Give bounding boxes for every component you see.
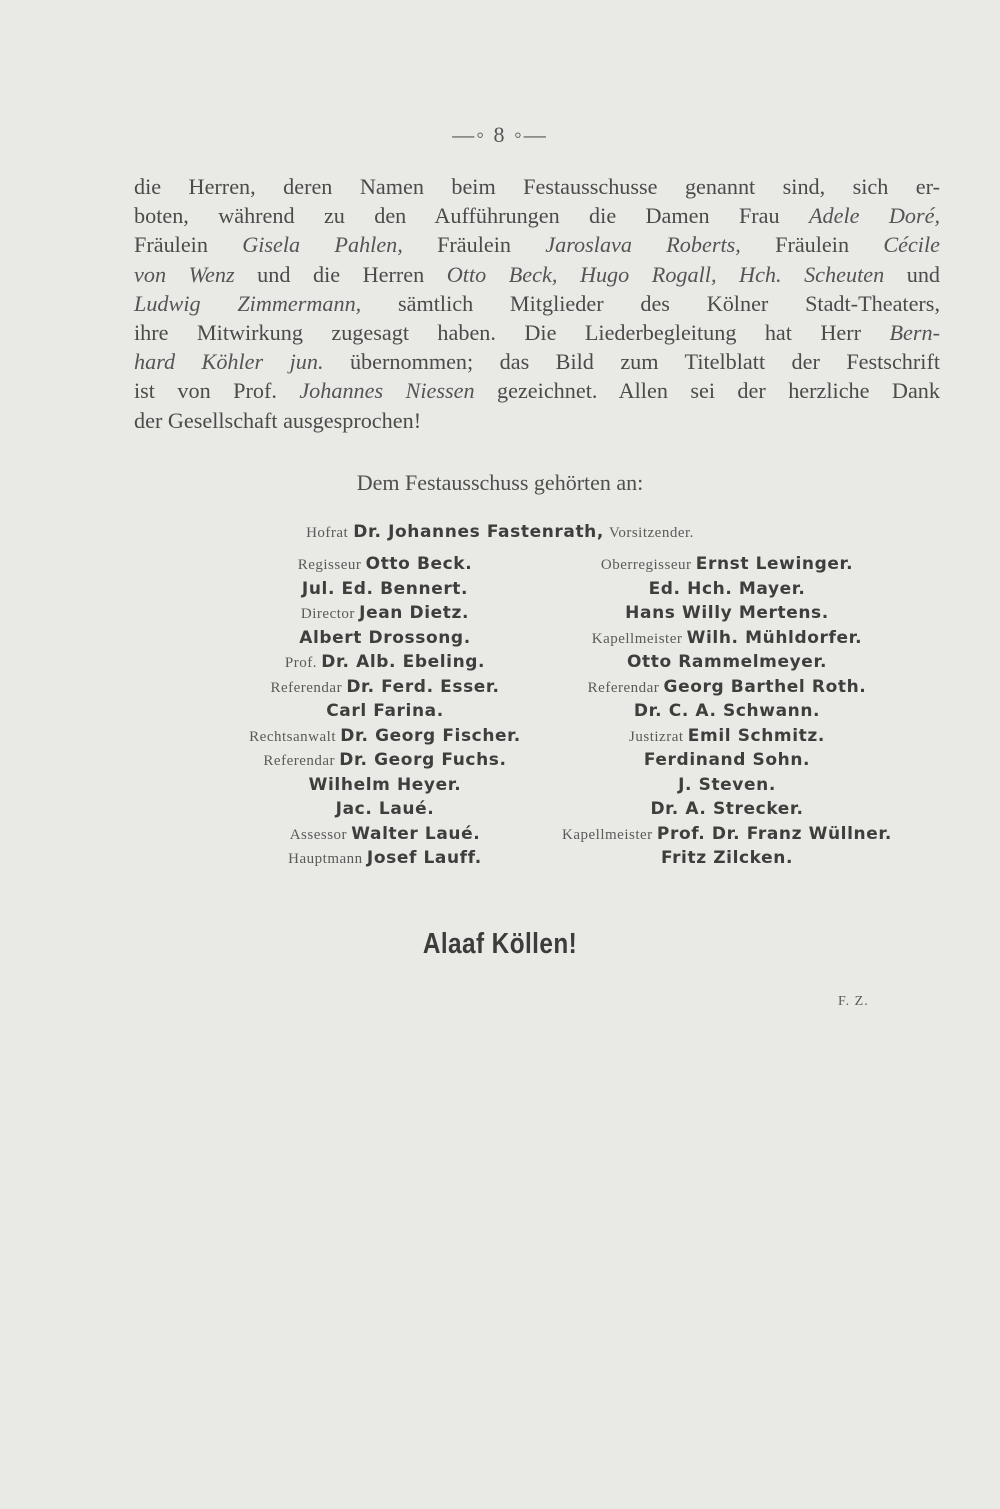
member-entry bbox=[527, 626, 927, 651]
member-entry bbox=[185, 675, 585, 700]
paragraph-line bbox=[134, 347, 940, 376]
member-title: Kapellmeister bbox=[591, 630, 687, 647]
member-entry bbox=[185, 601, 585, 626]
member-name: Jul. Ed. Bennert. bbox=[301, 578, 469, 599]
member-name: Dr. Georg Fischer. bbox=[340, 725, 521, 746]
member-name: Ferdinand Sohn. bbox=[643, 750, 811, 770]
member-title: Referendar bbox=[587, 679, 664, 696]
member-entry bbox=[527, 773, 927, 798]
member-title: Kapellmeister bbox=[562, 826, 657, 843]
member-name: J. Steven. bbox=[678, 774, 776, 795]
member-name: Albert Drossong. bbox=[299, 627, 471, 648]
member-name: Jean Dietz. bbox=[359, 603, 470, 623]
member-name: Georg Barthel Roth. bbox=[663, 676, 867, 697]
paragraph-line bbox=[134, 260, 940, 289]
member-entry bbox=[527, 650, 927, 675]
text-run: gezeichnet. Allen sei der herzliche Dank bbox=[474, 378, 940, 404]
member-name: Dr. A. Strecker. bbox=[650, 799, 804, 819]
member-name: Otto Beck. bbox=[365, 554, 473, 574]
member-name: Jac. Laué. bbox=[335, 799, 435, 819]
member-name: Fritz Zilcken. bbox=[660, 848, 794, 868]
member-entry bbox=[527, 724, 927, 749]
member-entry bbox=[527, 699, 927, 724]
text-run: und bbox=[884, 261, 941, 287]
text-run: die Herren, deren Namen beim Festausschusse genannt sind, sich er- bbox=[134, 174, 940, 199]
member-title: Director bbox=[300, 606, 360, 622]
paragraph-line bbox=[134, 172, 940, 201]
member-name: Otto Rammelmeyer. bbox=[626, 652, 828, 672]
member-entry bbox=[185, 650, 585, 675]
text-run: Fräulein bbox=[134, 232, 243, 258]
member-entry bbox=[185, 748, 585, 773]
paragraph-line bbox=[134, 201, 940, 230]
member-name: Dr. Alb. Ebeling. bbox=[321, 652, 486, 672]
member-title: Regisseur bbox=[297, 557, 366, 573]
text-run: Fräulein bbox=[402, 232, 546, 258]
committee-chair bbox=[0, 520, 1000, 543]
member-entry bbox=[527, 675, 927, 700]
member-entry bbox=[527, 748, 927, 773]
text-run: sämtlich Mitglieder des Kölner Stadt-Theaters, bbox=[361, 290, 940, 316]
italic-name: Gisela Pahlen, bbox=[242, 232, 403, 258]
member-entry bbox=[185, 552, 585, 577]
member-entry bbox=[527, 601, 927, 626]
italic-name: Johannes Niessen bbox=[299, 378, 475, 404]
signature-initials: F. Z. bbox=[838, 994, 869, 1009]
member-entry bbox=[527, 846, 927, 871]
member-name: Ed. Hch. Mayer. bbox=[648, 578, 806, 599]
member-entry bbox=[185, 846, 585, 871]
members-left-column bbox=[185, 552, 585, 871]
chair-name: Dr. Johannes Fastenrath, bbox=[353, 522, 604, 542]
member-name: Prof. Dr. Franz Wüllner. bbox=[656, 823, 892, 844]
paragraph-line bbox=[134, 289, 940, 318]
member-entry bbox=[527, 577, 927, 602]
italic-name: Bern- bbox=[889, 319, 940, 345]
member-name: Josef Lauff. bbox=[366, 848, 482, 868]
italic-name: Jaroslava Roberts, bbox=[545, 232, 741, 258]
member-title: Prof. bbox=[284, 655, 322, 671]
member-entry bbox=[185, 797, 585, 822]
member-name: Ernst Lewinger. bbox=[695, 554, 854, 574]
paragraph-line bbox=[134, 318, 940, 347]
member-title: Hauptmann bbox=[288, 851, 367, 867]
member-name: Dr. C. A. Schwann. bbox=[633, 701, 821, 721]
text-run: und die Herren bbox=[234, 261, 447, 287]
italic-name: Cécile bbox=[883, 232, 940, 258]
member-entry bbox=[185, 724, 585, 749]
member-entry bbox=[527, 552, 927, 577]
text-run: ist von Prof. bbox=[134, 378, 300, 404]
member-title: Justizrat bbox=[629, 728, 688, 745]
member-title: Referendar bbox=[263, 753, 340, 769]
member-entry bbox=[185, 822, 585, 847]
italic-name: Otto Beck, Hugo Rogall, Hch. Scheuten bbox=[446, 261, 885, 287]
member-name: Dr. Ferd. Esser. bbox=[346, 676, 500, 697]
italic-name: hard Köhler jun. bbox=[134, 349, 324, 375]
member-entry bbox=[527, 822, 927, 847]
member-entry bbox=[185, 773, 585, 798]
member-name: Wilhelm Heyer. bbox=[308, 774, 462, 795]
member-entry bbox=[185, 699, 585, 724]
text-run: Fräulein bbox=[740, 232, 884, 258]
member-name: Carl Farina. bbox=[326, 701, 444, 721]
closing-toast: Alaaf Köllen! bbox=[422, 928, 578, 960]
members-right-column bbox=[527, 552, 927, 871]
member-title: Rechtsanwalt bbox=[249, 728, 341, 745]
paragraph-line bbox=[134, 376, 940, 405]
member-entry bbox=[185, 626, 585, 651]
chair-title: Hofrat bbox=[306, 525, 349, 541]
italic-name: von Wenz bbox=[134, 261, 235, 287]
body-paragraph bbox=[134, 172, 940, 435]
text-run: der Gesellschaft ausgesprochen! bbox=[134, 407, 422, 433]
member-entry bbox=[527, 797, 927, 822]
chair-role: Vorsitzender. bbox=[608, 525, 694, 541]
member-title: Referendar bbox=[270, 679, 347, 696]
paragraph-line bbox=[134, 406, 940, 435]
italic-name: Ludwig Zimmermann, bbox=[134, 290, 362, 316]
member-name: Dr. Georg Fuchs. bbox=[339, 750, 507, 770]
member-title: Oberregisseur bbox=[600, 557, 696, 573]
member-name: Walter Laué. bbox=[351, 823, 481, 844]
text-run: übernommen; das Bild zum Titelblatt der Festschrift bbox=[323, 349, 940, 375]
member-entry bbox=[185, 577, 585, 602]
text-run: ihre Mitwirkung zugesagt haben. Die Liederbegleitung hat Herr bbox=[134, 319, 890, 345]
paragraph-line bbox=[134, 230, 940, 259]
member-title: Assessor bbox=[289, 826, 352, 843]
committee-heading: Dem Festausschuss gehörten an: bbox=[356, 470, 644, 495]
text-run: boten, während zu den Aufführungen die Damen Frau bbox=[134, 203, 809, 229]
member-name: Emil Schmitz. bbox=[687, 725, 825, 746]
italic-name: Adele Doré, bbox=[808, 203, 940, 229]
member-name: Wilh. Mühldorfer. bbox=[686, 627, 863, 648]
page-number: —◦ 8 ◦— bbox=[452, 122, 548, 147]
member-name: Hans Willy Mertens. bbox=[625, 603, 829, 623]
